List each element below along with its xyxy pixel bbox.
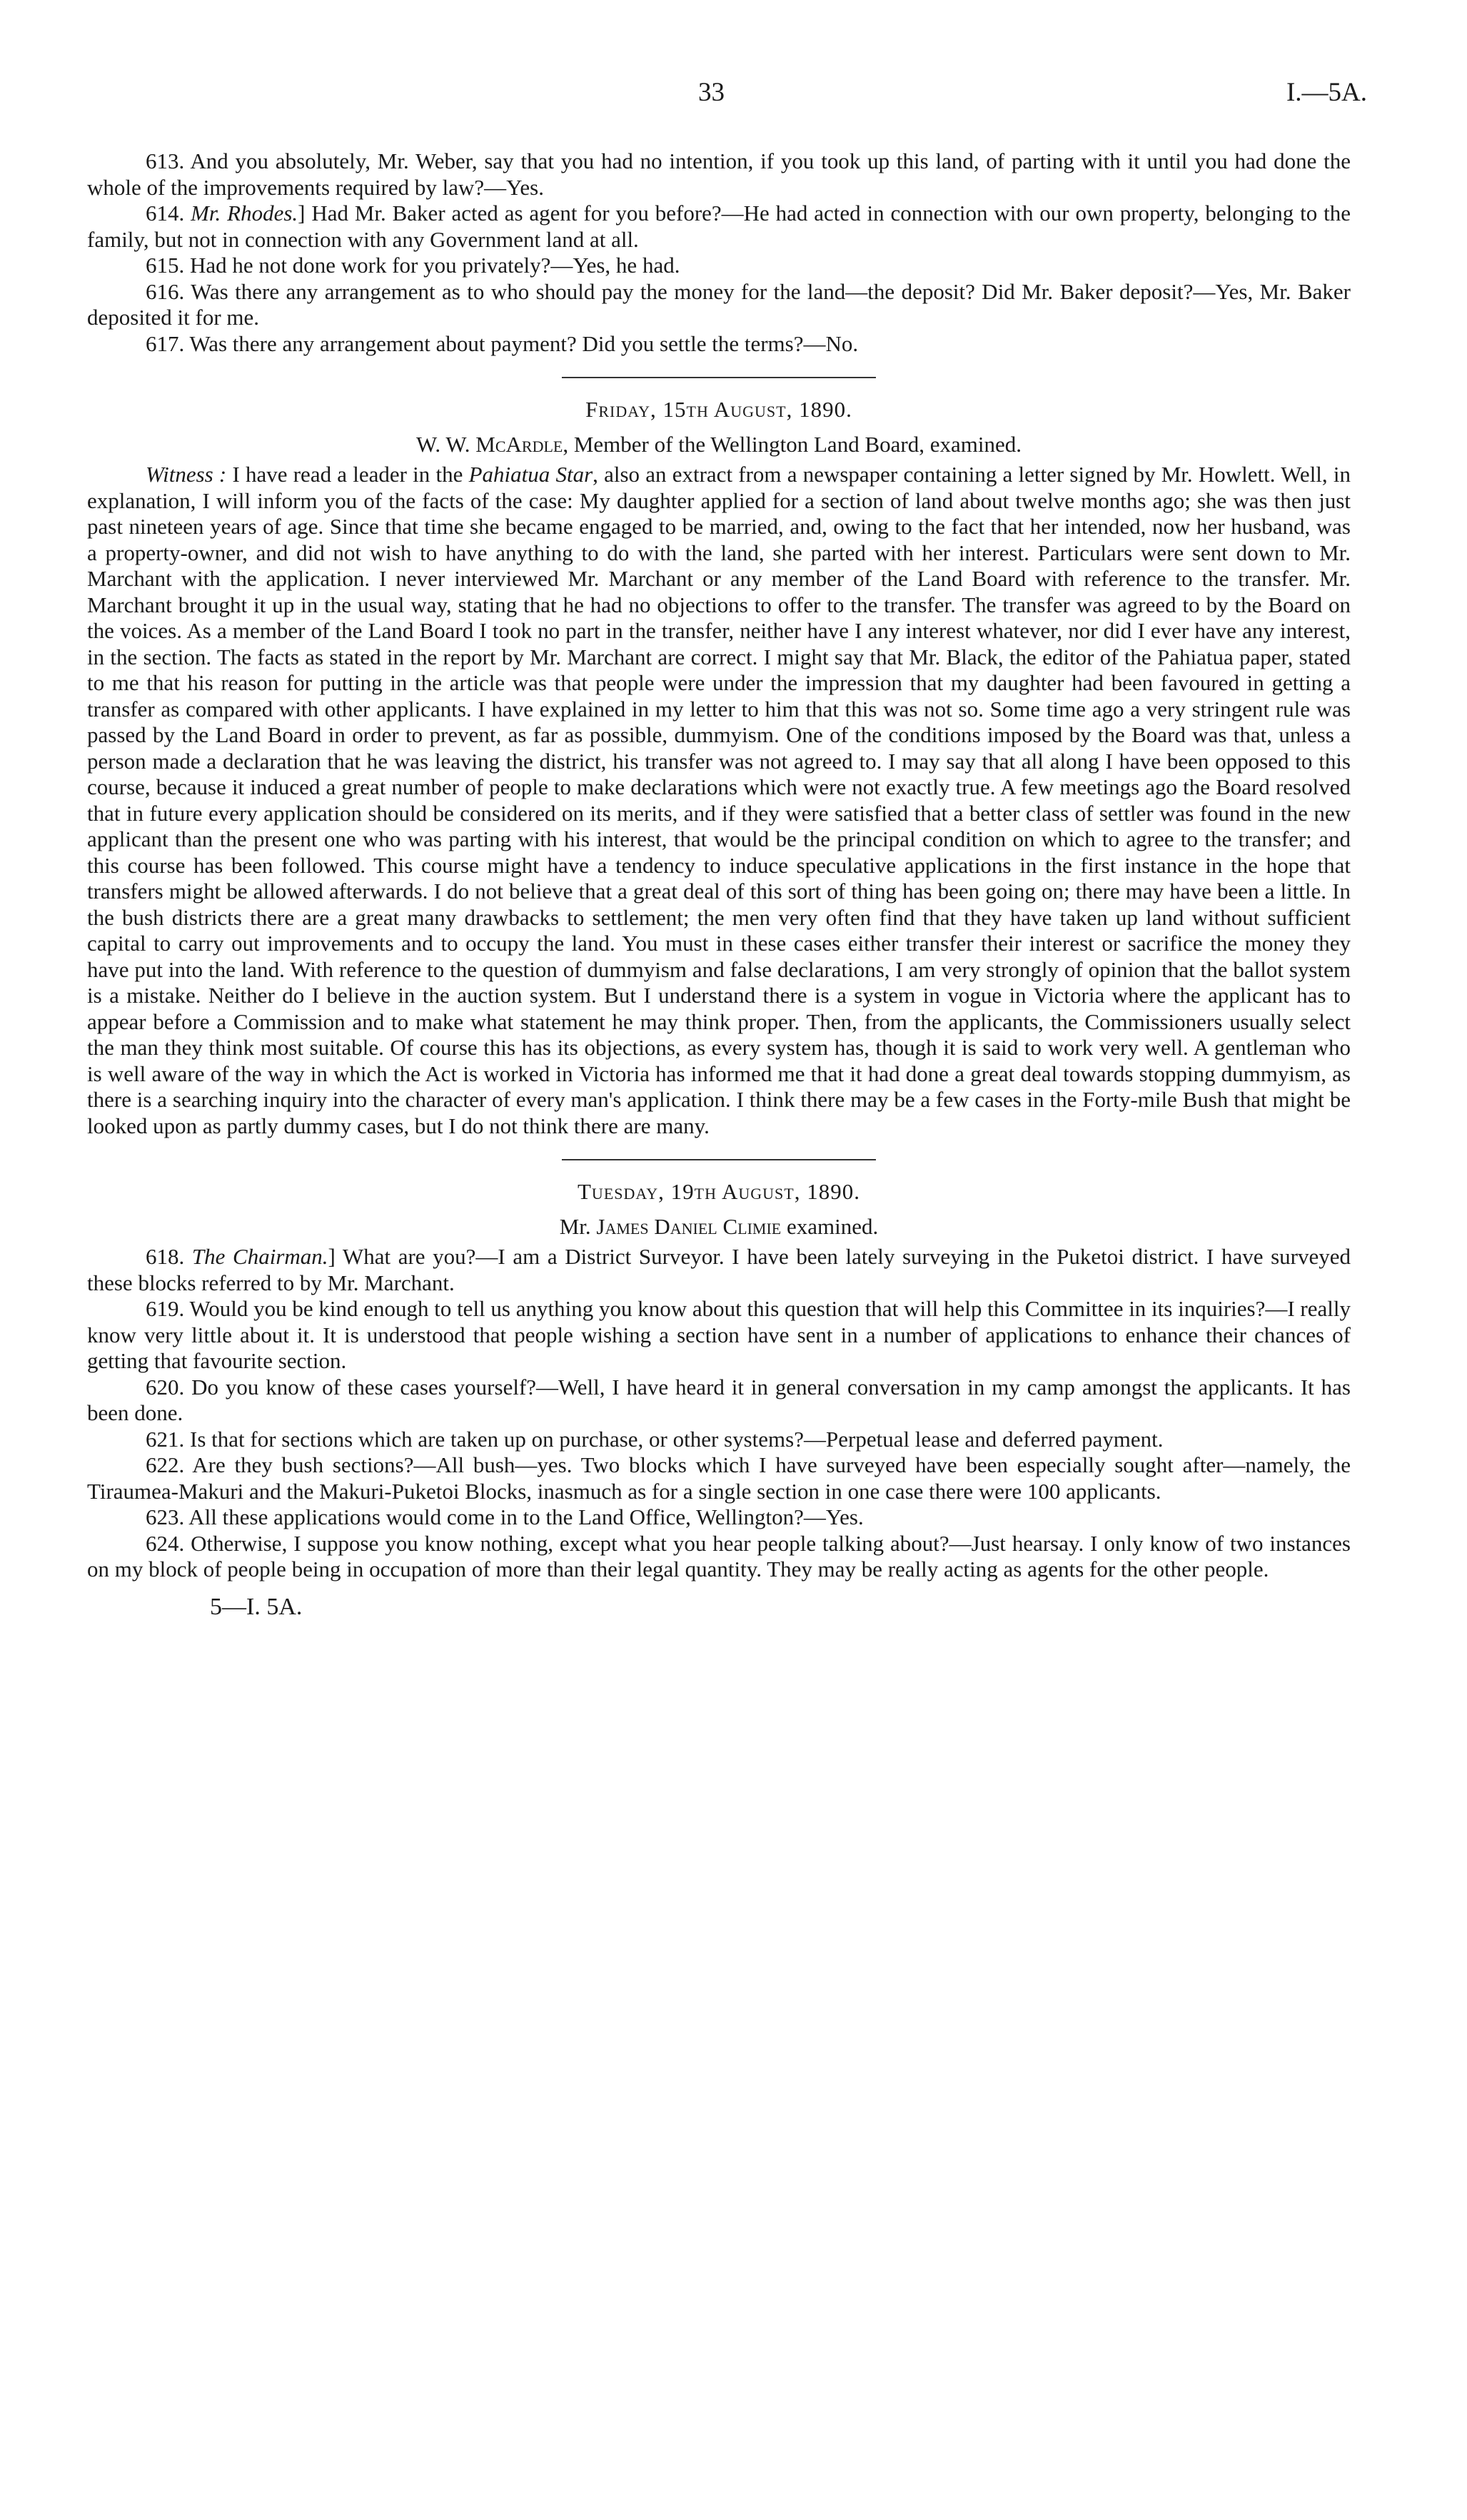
witness-name: W. W. McArdle: [416, 431, 563, 457]
question-619: 619. Would you be kind enough to tell us anything you know about this question that will help this Committee in its inquiries?—I really know very little about it. It is understood that people wishing a section have sent in a number of applications to enhance their chances of getting that favourite section.: [87, 1296, 1351, 1373]
section-date: Friday, 15th August, 1890.: [585, 397, 852, 422]
page-header: [0, 80, 1467, 111]
sheet-signature: 5—I. 5A.: [210, 1593, 303, 1620]
section-divider: [562, 1159, 876, 1160]
witness-prefix: Mr.: [559, 1213, 597, 1239]
question-615: 615. Had he not done work for you privately?—Yes, he had.: [146, 253, 680, 278]
section-date: Tuesday, 19th August, 1890.: [578, 1179, 860, 1204]
paper-reference: I.—5A.: [1286, 78, 1367, 107]
question-620: 620. Do you know of these cases yourself?—Well, I have heard it in general conversation in my camp amongst the applicants. It has been done.: [87, 1374, 1351, 1425]
question-number: 614.: [146, 201, 185, 226]
question-621: 621. Is that for sections which are taken up on purchase, or other systems?—Perpetual lease and deferred payment.: [146, 1426, 1164, 1452]
speaker-name: Mr. Rhodes.: [191, 201, 298, 226]
page-number: 33: [698, 78, 725, 107]
question-616: 616. Was there any arrangement as to who should pay the money for the land—the deposit? Did Mr. Baker deposit?—Yes, Mr. Baker deposited it for me.: [87, 278, 1351, 330]
question-614: [87, 201, 1351, 253]
witness-heading: [87, 1214, 1351, 1240]
question-623: 623. All these applications would come in to the Land Office, Wellington?—Yes.: [146, 1504, 864, 1529]
witness-description: examined.: [781, 1213, 879, 1239]
statement-text: , also an extract from a newspaper containing a letter signed by Mr. Howlett. Well, in explanation, I will inform you of the facts of the case: My daughter applied for a section of land about twelve months ago; she was then just past nineteen years of age. Since that time she became engaged to be married, and, owing to the fact that her intended, now her husband, was a property-owner, and did not wish to have anything to do with the land, she parted with her interest. Particulars were sent down to Mr. Marchant with the application. I never interviewed Mr. Marchant or any member of the Land Board with reference to the transfer. Mr. Marchant brought it up in the usual way, stating that he had no objections to offer to the transfer. The transfer was agreed to by the Board on the voices. As a member of the Land Board I took no part in the transfer, neither have I any interest whatever, nor did I ever have any interest, in the section. The facts as stated in the report by Mr. Marchant are correct. I might say that Mr. Black, the editor of the Pahiatua paper, stated to me that his reason for putting in the article was that people were under the impression that my daughter had been favoured in getting a transfer as compared with other applicants. I have explained in my letter to him that this was not so. Some time ago a very stringent rule was passed by the Land Board in order to prevent, as far as possible, dummyism. One of the conditions imposed by the Board was that, unless a person made a declaration that he was leaving the district, his transfer was not agreed to. I may say that all along I have been opposed to this course, because it induced a great number of people to make declarations which were not exactly true. A few meetings ago the Board resolved that in future every application should be considered on its merits, and if they were satisfied that a better class of settler was found in the new applicant than the present one who was parting with his interest, that would be the principal condition on which to agree to the transfer; and this course has been followed. This course might have a tendency to induce speculative applications in the first instance in the hope that transfers might be allowed afterwards. I do not believe that a great deal of this sort of thing has been going on; there may have been a little. In the bush districts there are a great many drawbacks to settlement; the men very often find that they have taken up land without sufficient capital to carry out improvements and to occupy the land. You must in these cases either transfer their interest or sacrifice the money they have put into the land. With reference to the question of dummyism and false declarations, I am very strongly of opinion that the ballot system is a mistake. Neither do I believe in the auction system. But I understand there is a system in vogue in Victoria where the applicant has to appear before a Commission and to make what statement he may think proper. Then, from the applicants, the Commissioners usually select the man they think most suitable. Of course this has its objections, as every system has, though it is said to work very well. A gentleman who is well aware of the way in which the Act is worked in Victoria has informed me that it had done a great deal towards stopping dummyism, as there is a searching inquiry into the character of every man's application. I think there may be a few cases in the Forty-mile Bush that might be looked upon as partly dummy cases, but I do not think there are many.: [87, 462, 1351, 1138]
witness-statement: [87, 462, 1351, 1139]
question-text: ] What are you?—I am a District Surveyor. I have been lately surveying in the Puketoi district. I have surveyed these blocks referred to by Mr. Marchant.: [87, 1244, 1351, 1295]
speaker-name: The Chairman.: [191, 1244, 328, 1269]
question-613: 613. And you absolutely, Mr. Weber, say that you had no intention, if you took up this land, of parting with it until you had done the whole of the improvements required by law?—Yes.: [87, 148, 1351, 200]
question-618: [87, 1244, 1351, 1296]
witness-label: Witness :: [146, 462, 227, 487]
question-622: 622. Are they bush sections?—All bush—yes. Two blocks which I have surveyed have been especially sought after—namely, the Tiraumea-Makuri and the Makuri-Puketoi Blocks, inasmuch as for a single section in one case there were 100 applicants.: [87, 1452, 1351, 1504]
witness-heading: [87, 432, 1351, 458]
section-divider: [562, 377, 876, 378]
question-624: 624. Otherwise, I suppose you know nothing, except what you hear people talking about?—Just hearsay. I only know of two instances on my block of people being in occupation of more than their legal quantity. They may be really acting as agents for the other people.: [87, 1530, 1351, 1582]
witness-description: , Member of the Wellington Land Board, examined.: [563, 431, 1022, 457]
newspaper-name: Pahiatua Star: [468, 462, 593, 487]
statement-text: I have read a leader in the: [226, 462, 469, 487]
question-617: 617. Was there any arrangement about payment? Did you settle the terms?—No.: [146, 330, 859, 356]
question-number: 618.: [146, 1244, 185, 1269]
document-body: [87, 148, 1351, 1620]
witness-name: James Daniel Climie: [596, 1213, 782, 1239]
question-text: ] Had Mr. Baker acted as agent for you before?—He had acted in connection with our own property, belonging to the family, but not in connection with any Government land at all.: [87, 201, 1351, 252]
